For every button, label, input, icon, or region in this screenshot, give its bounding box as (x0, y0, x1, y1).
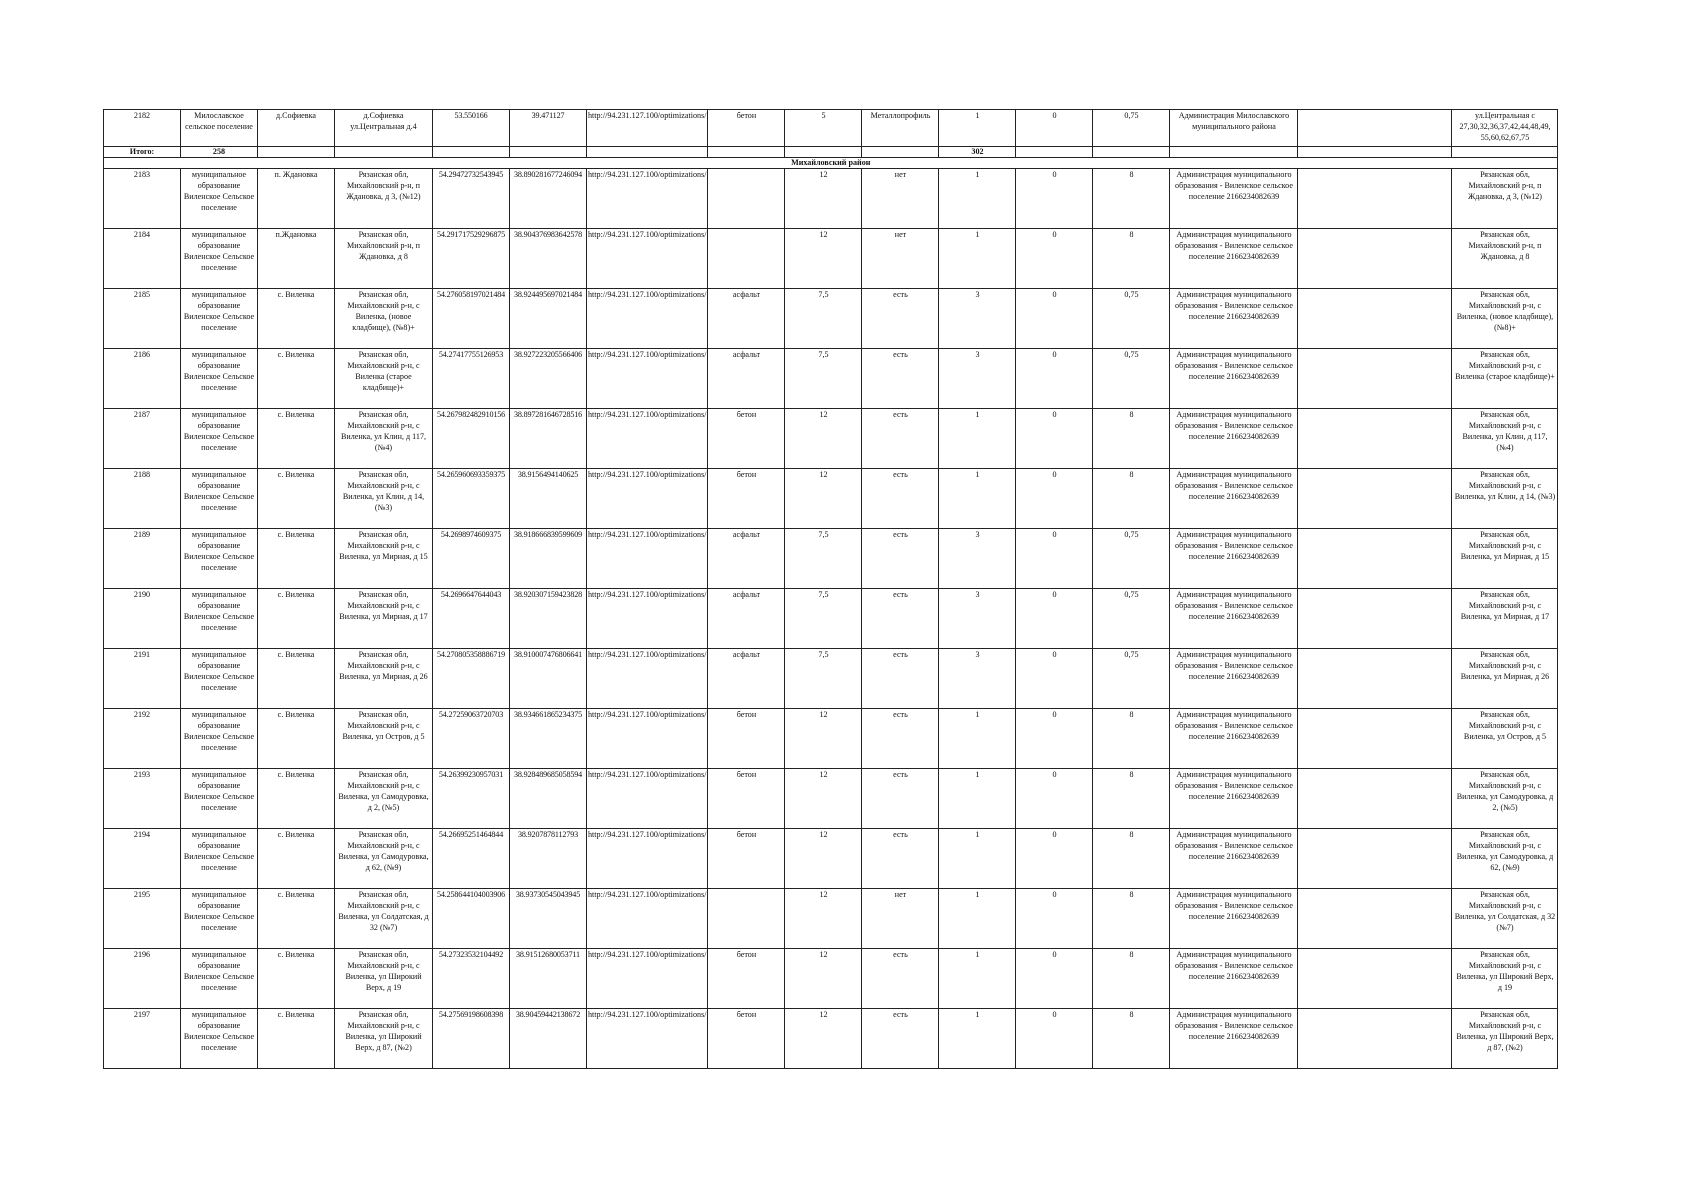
cell-longitude: 39.471127 (510, 110, 587, 147)
cell-bunkers: 0 (1016, 649, 1093, 709)
cell-longitude: 38.918666839599609 (510, 529, 587, 589)
table-row (104, 409, 1558, 469)
cell-settlement: с. Виленка (258, 469, 335, 529)
cell-address: Рязанская обл, Михайловский р-н, с Виленка, ул Самодуровка, д 2, (№5) (335, 769, 433, 829)
cell-sources: Рязанская обл, Михайловский р-н, с Виленка (старое кладбище)+ (1452, 349, 1558, 409)
cell-link[interactable]: http://94.231.127.100/optimizations/ (587, 949, 708, 1009)
cell-number: 2187 (104, 409, 181, 469)
cell-empty (1298, 889, 1452, 949)
cell-area: 5 (785, 110, 862, 147)
cell-empty (1298, 289, 1452, 349)
cell-number: 2193 (104, 769, 181, 829)
cell-longitude: 38.90459442138672 (510, 1009, 587, 1069)
cell-number: 2195 (104, 889, 181, 949)
cell-area: 12 (785, 709, 862, 769)
cell-municipality: муниципальное образование Виленское Сельское поселение (181, 829, 258, 889)
cell-latitude: 54.2696647644043 (433, 589, 510, 649)
cell-fence: есть (862, 949, 939, 1009)
cell-number: 2184 (104, 229, 181, 289)
cell-sources: Рязанская обл, Михайловский р-н, с Виленка, ул Клин, д 14, (№3) (1452, 469, 1558, 529)
cell-empty (1298, 709, 1452, 769)
cell-municipality: муниципальное образование Виленское Сельское поселение (181, 589, 258, 649)
cell-bunkers: 0 (1016, 169, 1093, 229)
cell-municipality: муниципальное образование Виленское Сельское поселение (181, 349, 258, 409)
cell-owner: Администрация муниципального образования - Виленское сельское поселение 2166234082639 (1170, 589, 1298, 649)
cell-owner: Администрация муниципального образования - Виленское сельское поселение 2166234082639 (1170, 1009, 1298, 1069)
cell-latitude: 54.276058197021484 (433, 289, 510, 349)
cell-latitude: 54.265960693359375 (433, 469, 510, 529)
cell-surface (708, 169, 785, 229)
cell-sources: Рязанская обл, Михайловский р-н, с Виленка, ул Широкий Верх, д 87, (№2) (1452, 1009, 1558, 1069)
cell-number: 2186 (104, 349, 181, 409)
cell-settlement: с. Виленка (258, 709, 335, 769)
table-row (104, 589, 1558, 649)
cell-municipality: муниципальное образование Виленское Сельское поселение (181, 229, 258, 289)
cell-sources: ул.Центральная с 27,30,32,36,37,42,44,48,49, 55,60,62,67,75 (1452, 110, 1558, 147)
cell-surface: бетон (708, 409, 785, 469)
cell-municipality: муниципальное образование Виленское Сельское поселение (181, 889, 258, 949)
cell-volume: 8 (1093, 469, 1170, 529)
cell-surface: бетон (708, 769, 785, 829)
cell-link[interactable]: http://94.231.127.100/optimizations/ (587, 229, 708, 289)
cell-settlement: с. Виленка (258, 889, 335, 949)
cell-empty (1298, 949, 1452, 1009)
cell-surface: бетон (708, 469, 785, 529)
cell-latitude: 54.2698974609375 (433, 529, 510, 589)
cell-address: Рязанская обл, Михайловский р-н, с Виленка, ул Самодуровка, д 62, (№9) (335, 829, 433, 889)
cell-number: 2189 (104, 529, 181, 589)
cell-surface: бетон (708, 949, 785, 1009)
cell-empty (1298, 829, 1452, 889)
cell-owner: Администрация муниципального образования - Виленское сельское поселение 2166234082639 (1170, 829, 1298, 889)
cell-containers: 1 (939, 469, 1016, 529)
cell-fence: есть (862, 769, 939, 829)
cell-link[interactable]: http://94.231.127.100/optimizations/ (587, 649, 708, 709)
cell-empty (1298, 409, 1452, 469)
cell-settlement: с. Виленка (258, 409, 335, 469)
cell-municipality: муниципальное образование Виленское Сельское поселение (181, 529, 258, 589)
cell-containers: 1 (939, 229, 1016, 289)
table-row (104, 289, 1558, 349)
cell-settlement: с. Виленка (258, 829, 335, 889)
cell-settlement: с. Виленка (258, 529, 335, 589)
cell-fence: есть (862, 589, 939, 649)
cell-surface: бетон (708, 110, 785, 147)
cell-municipality: Милославское сельское поселение (181, 110, 258, 147)
table-row (104, 349, 1558, 409)
table-row (104, 889, 1558, 949)
cell-longitude: 38.928489685058594 (510, 769, 587, 829)
cell-area: 7,5 (785, 529, 862, 589)
cell-volume: 8 (1093, 169, 1170, 229)
cell-empty (1298, 169, 1452, 229)
cell-longitude: 38.91512680053711 (510, 949, 587, 1009)
cell-containers: 1 (939, 1009, 1016, 1069)
cell-sources: Рязанская обл, Михайловский р-н, п Ждановка, д 8 (1452, 229, 1558, 289)
cell-link[interactable]: http://94.231.127.100/optimizations/ (587, 469, 708, 529)
cell-longitude: 38.93730545043945 (510, 889, 587, 949)
cell-containers: 1 (939, 769, 1016, 829)
cell-bunkers: 0 (1016, 589, 1093, 649)
cell-fence: нет (862, 889, 939, 949)
cell-latitude: 54.27259063720703 (433, 709, 510, 769)
cell-empty (1298, 529, 1452, 589)
cell-fence: есть (862, 1009, 939, 1069)
cell-link[interactable]: http://94.231.127.100/optimizations/ (587, 409, 708, 469)
cell-sources: Рязанская обл, Михайловский р-н, с Виленка, ул Широкий Верх, д 19 (1452, 949, 1558, 1009)
cell-area: 12 (785, 169, 862, 229)
cell-volume: 0,75 (1093, 110, 1170, 147)
cell-containers: 3 (939, 349, 1016, 409)
cell-fence: есть (862, 469, 939, 529)
cell-address: Рязанская обл, Михайловский р-н, с Виленка, ул Клин, д 117, (№4) (335, 409, 433, 469)
cell-fence: есть (862, 349, 939, 409)
cell-owner: Администрация муниципального образования - Виленское сельское поселение 2166234082639 (1170, 469, 1298, 529)
cell-municipality: муниципальное образование Виленское Сельское поселение (181, 409, 258, 469)
cell-owner: Администрация муниципального образования - Виленское сельское поселение 2166234082639 (1170, 289, 1298, 349)
cell-owner: Администрация муниципального образования - Виленское сельское поселение 2166234082639 (1170, 529, 1298, 589)
cell-surface: асфальт (708, 349, 785, 409)
table-row (104, 649, 1558, 709)
cell-number: 2183 (104, 169, 181, 229)
cell-latitude: 54.27417755126953 (433, 349, 510, 409)
cell-settlement: с. Виленка (258, 589, 335, 649)
cell-link[interactable]: http://94.231.127.100/optimizations/ (587, 829, 708, 889)
cell-address: Рязанская обл, Михайловский р-н, с Виленка, ул Широкий Верх, д 19 (335, 949, 433, 1009)
cell-containers: 1 (939, 110, 1016, 147)
cell-owner: Администрация муниципального образования - Виленское сельское поселение 2166234082639 (1170, 769, 1298, 829)
cell-address: Рязанская обл, Михайловский р-н, с Виленка, ул Мирная, д 17 (335, 589, 433, 649)
cell-number: 2192 (104, 709, 181, 769)
cell-settlement: с. Виленка (258, 949, 335, 1009)
cell-fence: есть (862, 829, 939, 889)
cell-sources: Рязанская обл, Михайловский р-н, с Виленка, ул Мирная, д 26 (1452, 649, 1558, 709)
cell-owner: Администрация муниципального образования - Виленское сельское поселение 2166234082639 (1170, 649, 1298, 709)
cell-number: 2190 (104, 589, 181, 649)
cell-volume: 0,75 (1093, 349, 1170, 409)
cell-longitude: 38.927223205566406 (510, 349, 587, 409)
cell-owner: Администрация муниципального образования - Виленское сельское поселение 2166234082639 (1170, 349, 1298, 409)
cell-containers: 1 (939, 829, 1016, 889)
cell-settlement: с. Виленка (258, 1009, 335, 1069)
cell-containers: 1 (939, 169, 1016, 229)
cell-longitude: 38.924495697021484 (510, 289, 587, 349)
cell-fence: есть (862, 409, 939, 469)
cell-bunkers: 0 (1016, 1009, 1093, 1069)
cell-owner: Администрация Милославского муниципального района (1170, 110, 1298, 147)
cell-volume: 0,75 (1093, 529, 1170, 589)
cell-latitude: 54.291717529296875 (433, 229, 510, 289)
table-row (104, 949, 1558, 1009)
cell-owner: Администрация муниципального образования - Виленское сельское поселение 2166234082639 (1170, 409, 1298, 469)
cell-empty (1298, 469, 1452, 529)
cell-empty (1298, 1009, 1452, 1069)
cell-sources: Рязанская обл, Михайловский р-н, с Виленка, ул Самодуровка, д 2, (№5) (1452, 769, 1558, 829)
cell-fence: есть (862, 649, 939, 709)
cell-settlement: п.Ждановка (258, 229, 335, 289)
cell-latitude: 54.27569198608398 (433, 1009, 510, 1069)
cell-empty (1298, 649, 1452, 709)
cell-latitude: 54.26399230957031 (433, 769, 510, 829)
cell-sources: Рязанская обл, Михайловский р-н, с Виленка, ул Клин, д 117, (№4) (1452, 409, 1558, 469)
cell-surface (708, 229, 785, 289)
table-row (104, 229, 1558, 289)
cell-area: 7,5 (785, 649, 862, 709)
cell-latitude: 54.258644104003906 (433, 889, 510, 949)
cell-surface: бетон (708, 1009, 785, 1069)
cell-fence: Металлопрофиль (862, 110, 939, 147)
table-body (104, 110, 1558, 1069)
cell-empty (1298, 229, 1452, 289)
table-row (104, 529, 1558, 589)
cell-number: 2182 (104, 110, 181, 147)
cell-link[interactable]: http://94.231.127.100/optimizations/ (587, 589, 708, 649)
cell-bunkers: 0 (1016, 769, 1093, 829)
cell-link[interactable]: http://94.231.127.100/optimizations/ (587, 169, 708, 229)
container-sites-table (103, 109, 1558, 1069)
cell-volume: 8 (1093, 829, 1170, 889)
cell-municipality: муниципальное образование Виленское Сельское поселение (181, 709, 258, 769)
total-count: 258 (181, 147, 258, 158)
cell-volume: 8 (1093, 949, 1170, 1009)
cell-link[interactable]: http://94.231.127.100/optimizations/ (587, 289, 708, 349)
cell-containers: 3 (939, 589, 1016, 649)
cell-link[interactable]: http://94.231.127.100/optimizations/ (587, 889, 708, 949)
cell-sources: Рязанская обл, Михайловский р-н, с Виленка, ул Мирная, д 15 (1452, 529, 1558, 589)
cell-municipality: муниципальное образование Виленское Сельское поселение (181, 769, 258, 829)
cell-settlement: с. Виленка (258, 649, 335, 709)
cell-bunkers: 0 (1016, 229, 1093, 289)
cell-sources: Рязанская обл, Михайловский р-н, с Виленка, ул Мирная, д 17 (1452, 589, 1558, 649)
cell-bunkers: 0 (1016, 349, 1093, 409)
cell-fence: есть (862, 709, 939, 769)
cell-number: 2191 (104, 649, 181, 709)
cell-containers: 1 (939, 889, 1016, 949)
region-title: Михайловский район (104, 158, 1558, 169)
cell-owner: Администрация муниципального образования - Виленское сельское поселение 2166234082639 (1170, 169, 1298, 229)
cell-settlement: с. Виленка (258, 289, 335, 349)
cell-bunkers: 0 (1016, 949, 1093, 1009)
cell-containers: 1 (939, 709, 1016, 769)
cell-area: 12 (785, 229, 862, 289)
cell-number: 2197 (104, 1009, 181, 1069)
cell-surface: асфальт (708, 289, 785, 349)
cell-bunkers: 0 (1016, 469, 1093, 529)
table-row (104, 169, 1558, 229)
cell-volume: 8 (1093, 229, 1170, 289)
cell-number: 2188 (104, 469, 181, 529)
cell-address: Рязанская обл, Михайловский р-н, с Виленка, (новое кладбище), (№8)+ (335, 289, 433, 349)
cell-bunkers: 0 (1016, 829, 1093, 889)
cell-surface (708, 889, 785, 949)
table-row (104, 469, 1558, 529)
cell-volume: 8 (1093, 889, 1170, 949)
cell-fence: нет (862, 229, 939, 289)
cell-link[interactable]: http://94.231.127.100/optimizations/ (587, 529, 708, 589)
cell-area: 7,5 (785, 349, 862, 409)
table-row (104, 1009, 1558, 1069)
cell-municipality: муниципальное образование Виленское Сельское поселение (181, 649, 258, 709)
cell-sources: Рязанская обл, Михайловский р-н, с Виленка, ул Остров, д 5 (1452, 709, 1558, 769)
cell-sources: Рязанская обл, Михайловский р-н, с Виленка, (новое кладбище), (№8)+ (1452, 289, 1558, 349)
cell-link[interactable]: http://94.231.127.100/optimizations/ (587, 769, 708, 829)
cell-municipality: муниципальное образование Виленское Сельское поселение (181, 949, 258, 1009)
cell-area: 12 (785, 469, 862, 529)
cell-area: 12 (785, 829, 862, 889)
cell-bunkers: 0 (1016, 289, 1093, 349)
cell-bunkers: 0 (1016, 889, 1093, 949)
cell-surface: асфальт (708, 529, 785, 589)
cell-address: д.Софиевка ул.Центральная д.4 (335, 110, 433, 147)
cell-number: 2194 (104, 829, 181, 889)
cell-volume: 8 (1093, 1009, 1170, 1069)
cell-sources: Рязанская обл, Михайловский р-н, п Ждановка, д 3, (№12) (1452, 169, 1558, 229)
cell-longitude: 38.920307159423828 (510, 589, 587, 649)
cell-area: 12 (785, 769, 862, 829)
cell-owner: Администрация муниципального образования - Виленское сельское поселение 2166234082639 (1170, 709, 1298, 769)
cell-longitude: 38.9207878112793 (510, 829, 587, 889)
cell-longitude: 38.904376983642578 (510, 229, 587, 289)
cell-bunkers: 0 (1016, 529, 1093, 589)
cell-latitude: 54.270805358886719 (433, 649, 510, 709)
table-row (104, 769, 1558, 829)
cell-latitude: 54.267982482910156 (433, 409, 510, 469)
cell-municipality: муниципальное образование Виленское Сельское поселение (181, 289, 258, 349)
cell-link[interactable]: http://94.231.127.100/optimizations/ (587, 349, 708, 409)
cell-fence: есть (862, 529, 939, 589)
cell-number: 2196 (104, 949, 181, 1009)
cell-surface: асфальт (708, 649, 785, 709)
cell-address: Рязанская обл, Михайловский р-н, с Виленка, ул Клин, д 14, (№3) (335, 469, 433, 529)
cell-empty (1298, 110, 1452, 147)
cell-settlement: с. Виленка (258, 769, 335, 829)
cell-address: Рязанская обл, Михайловский р-н, с Виленка, ул Широкий Верх, д 87, (№2) (335, 1009, 433, 1069)
total-row (104, 147, 1558, 158)
cell-address: Рязанская обл, Михайловский р-н, п Ждановка, д 3, (№12) (335, 169, 433, 229)
cell-settlement: д.Софиевка (258, 110, 335, 147)
cell-sources: Рязанская обл, Михайловский р-н, с Виленка, ул Самодуровка, д 62, (№9) (1452, 829, 1558, 889)
cell-containers: 3 (939, 649, 1016, 709)
cell-empty (1298, 349, 1452, 409)
cell-address: Рязанская обл, Михайловский р-н, с Виленка, ул Мирная, д 26 (335, 649, 433, 709)
cell-longitude: 38.9156494140625 (510, 469, 587, 529)
cell-address: Рязанская обл, Михайловский р-н, с Виленка, ул Солдатская, д 32 (№7) (335, 889, 433, 949)
cell-municipality: муниципальное образование Виленское Сельское поселение (181, 469, 258, 529)
cell-area: 12 (785, 949, 862, 1009)
total-label: Итого: (104, 147, 181, 158)
cell-longitude: 38.910007476806641 (510, 649, 587, 709)
cell-address: Рязанская обл, Михайловский р-н, п Ждановка, д 8 (335, 229, 433, 289)
cell-empty (1298, 589, 1452, 649)
cell-surface: бетон (708, 709, 785, 769)
cell-link[interactable]: http://94.231.127.100/optimizations/ (587, 709, 708, 769)
cell-volume: 8 (1093, 769, 1170, 829)
table-row (104, 709, 1558, 769)
cell-containers: 3 (939, 529, 1016, 589)
cell-municipality: муниципальное образование Виленское Сельское поселение (181, 169, 258, 229)
cell-fence: есть (862, 289, 939, 349)
cell-containers: 1 (939, 409, 1016, 469)
cell-surface: асфальт (708, 589, 785, 649)
cell-latitude: 54.26695251464844 (433, 829, 510, 889)
cell-bunkers: 0 (1016, 709, 1093, 769)
cell-longitude: 38.934661865234375 (510, 709, 587, 769)
region-row (104, 158, 1558, 169)
cell-fence: нет (862, 169, 939, 229)
cell-link[interactable]: http://94.231.127.100/optimizations/ (587, 110, 708, 147)
cell-longitude: 38.897281646728516 (510, 409, 587, 469)
cell-volume: 0,75 (1093, 649, 1170, 709)
cell-owner: Администрация муниципального образования - Виленское сельское поселение 2166234082639 (1170, 949, 1298, 1009)
cell-volume: 8 (1093, 409, 1170, 469)
cell-owner: Администрация муниципального образования - Виленское сельское поселение 2166234082639 (1170, 229, 1298, 289)
cell-volume: 0,75 (1093, 589, 1170, 649)
cell-latitude: 54.27323532104492 (433, 949, 510, 1009)
cell-sources: Рязанская обл, Михайловский р-н, с Виленка, ул Солдатская, д 32 (№7) (1452, 889, 1558, 949)
cell-area: 12 (785, 889, 862, 949)
cell-surface: бетон (708, 829, 785, 889)
cell-owner: Администрация муниципального образования - Виленское сельское поселение 2166234082639 (1170, 889, 1298, 949)
cell-empty (1298, 769, 1452, 829)
cell-settlement: с. Виленка (258, 349, 335, 409)
cell-volume: 0,75 (1093, 289, 1170, 349)
cell-address: Рязанская обл, Михайловский р-н, с Виленка, ул Остров, д 5 (335, 709, 433, 769)
total-sum: 302 (939, 147, 1016, 158)
cell-bunkers: 0 (1016, 110, 1093, 147)
cell-address: Рязанская обл, Михайловский р-н, с Виленка (старое кладбище)+ (335, 349, 433, 409)
cell-latitude: 53.550166 (433, 110, 510, 147)
cell-area: 12 (785, 1009, 862, 1069)
cell-area: 7,5 (785, 589, 862, 649)
cell-municipality: муниципальное образование Виленское Сельское поселение (181, 1009, 258, 1069)
cell-number: 2185 (104, 289, 181, 349)
cell-longitude: 38.890281677246094 (510, 169, 587, 229)
cell-latitude: 54.29472732543945 (433, 169, 510, 229)
cell-containers: 3 (939, 289, 1016, 349)
cell-area: 12 (785, 409, 862, 469)
cell-bunkers: 0 (1016, 409, 1093, 469)
table-row-2182 (104, 110, 1558, 147)
cell-settlement: п. Ждановка (258, 169, 335, 229)
table-row (104, 829, 1558, 889)
cell-volume: 8 (1093, 709, 1170, 769)
cell-area: 7,5 (785, 289, 862, 349)
cell-link[interactable]: http://94.231.127.100/optimizations/ (587, 1009, 708, 1069)
cell-address: Рязанская обл, Михайловский р-н, с Виленка, ул Мирная, д 15 (335, 529, 433, 589)
cell-containers: 1 (939, 949, 1016, 1009)
